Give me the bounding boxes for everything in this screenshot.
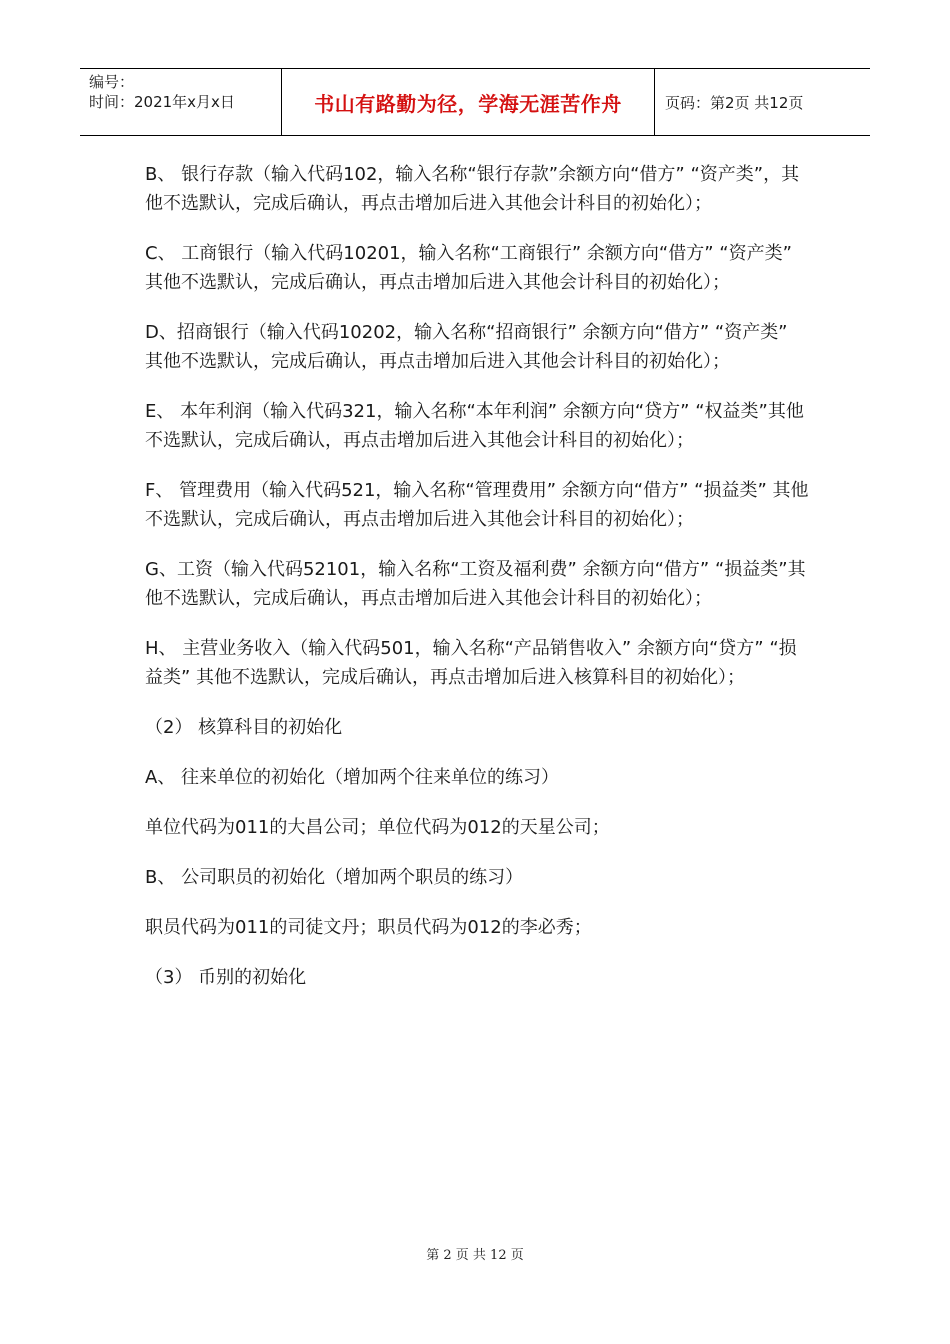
paragraph: 单位代码为011的大昌公司；单位代码为012的天星公司； xyxy=(145,817,610,838)
paragraph: D、招商银行（输入代码10202，输入名称“招商银行” 余额方向“借方” “资产类” 其他不选默认，完成后确认，再点击增加后进入其他会计科目的初始化）； xyxy=(145,322,788,372)
paragraph: H、 主营业务收入（输入代码501，输入名称“产品销售收入” 余额方向“贷方” “损益类” 其他不选默认，完成后确认，再点击增加后进入核算科目的初始化）； xyxy=(145,638,797,688)
paragraph: G、工资（输入代码52101，输入名称“工资及福利费” 余额方向“借方” “损益类”其他不选默认，完成后确认，再点击增加后进入其他会计科目的初始化）； xyxy=(145,559,806,609)
paragraph: A、 往来单位的初始化（增加两个往来单位的练习） xyxy=(145,767,560,788)
page-info: 页码：第2页 共12页 xyxy=(665,93,804,112)
motto-text: 书山有路勤为径，学海无涯苦作舟 xyxy=(314,91,622,116)
header-page-cell xyxy=(655,69,870,135)
section-heading: （3） 币别的初始化 xyxy=(145,967,307,988)
paragraph: C、 工商银行（输入代码10201，输入名称“工商银行” 余额方向“借方” “资产类” 其他不选默认，完成后确认，再点击增加后进入其他会计科目的初始化）； xyxy=(145,243,792,293)
paragraph: 职员代码为011的司徒文丹；职员代码为012的李必秀； xyxy=(145,917,592,938)
section-heading: （2） 核算科目的初始化 xyxy=(145,717,343,738)
header-motto-cell xyxy=(282,69,655,135)
header-table xyxy=(80,68,870,136)
document-number-label: 编号： xyxy=(89,73,135,91)
paragraph: B、 公司职员的初始化（增加两个职员的练习） xyxy=(145,867,524,888)
document-body xyxy=(145,160,810,1013)
header-meta-cell xyxy=(80,69,282,135)
page-footer: 第 2 页 共 12 页 xyxy=(426,1248,524,1263)
document-date: 时间：2021年x月x日 xyxy=(89,93,235,111)
paragraph: B、 银行存款（输入代码102，输入名称“银行存款”余额方向“借方” “资产类”，其他不选默认，完成后确认，再点击增加后进入其他会计科目的初始化）； xyxy=(145,164,800,214)
paragraph: F、 管理费用（输入代码521，输入名称“管理费用” 余额方向“借方” “损益类” 其他不选默认，完成后确认，再点击增加后进入其他会计科目的初始化）； xyxy=(145,480,809,530)
paragraph: E、 本年利润（输入代码321，输入名称“本年利润” 余额方向“贷方” “权益类”其他不选默认，完成后确认，再点击增加后进入其他会计科目的初始化）； xyxy=(145,401,804,451)
